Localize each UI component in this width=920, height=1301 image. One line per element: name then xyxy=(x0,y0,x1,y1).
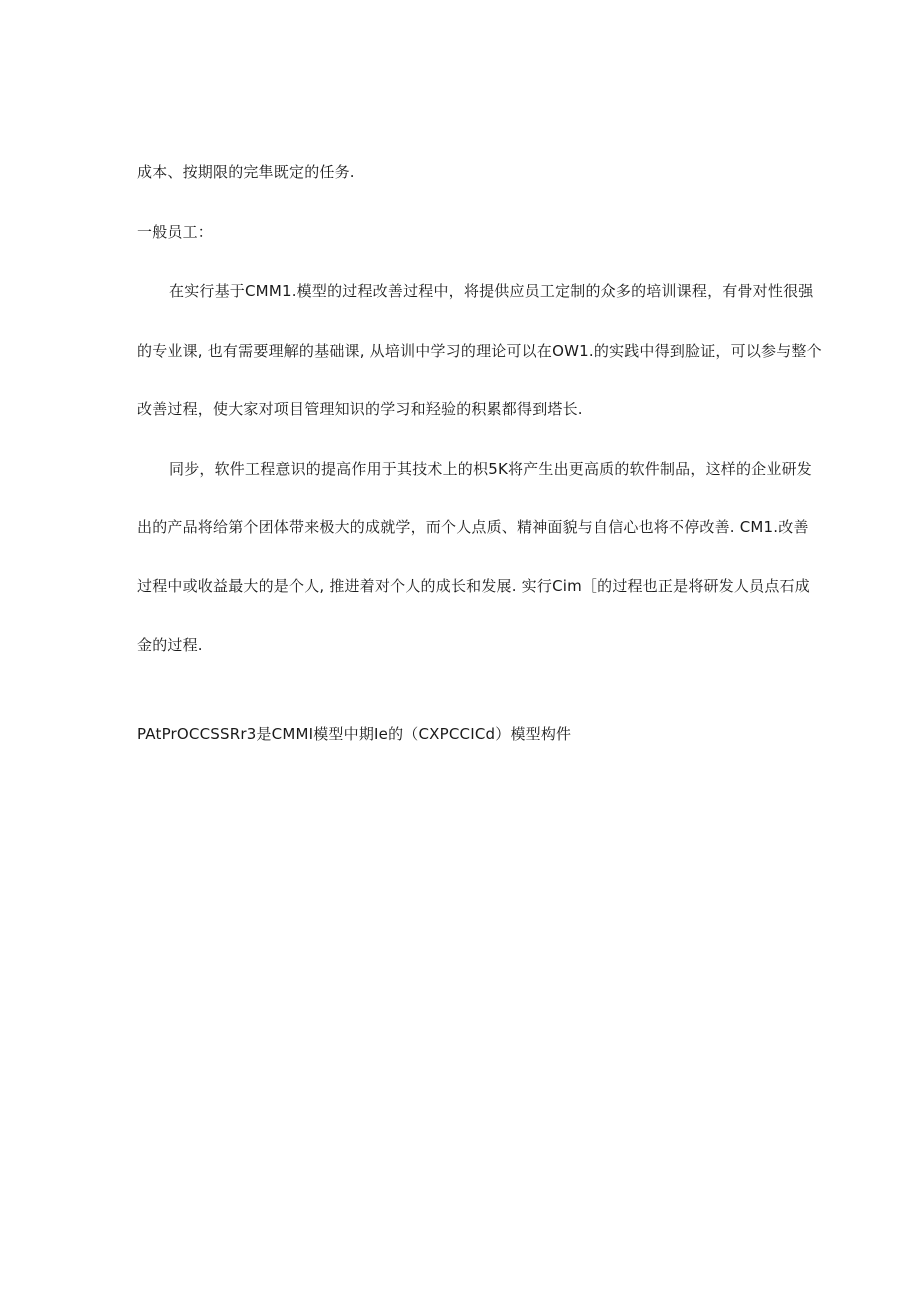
paragraph-line-7: 出的产品将给第个团体带来极大的成就学，而个人点质、精神面貌与自信心也将不停改善. CM1.改善 xyxy=(137,518,809,536)
heading-process-area: PAtPrOCCSSRr3是CMMI模型中期Ie的（CXPCCICd）模型构件 xyxy=(137,725,572,743)
paragraph-line-8: 过程中或收益最大的是个人, 推进着对个人的成长和发展. 实行Cim［的过程也正是将研发人员点石成 xyxy=(137,577,810,595)
paragraph-line-3: 在实行基于CMM1.模型的过程改善过程中，将提供应员工定制的众多的培训课程，有骨对性很强 xyxy=(169,282,814,300)
paragraph-line-9: 金的过程. xyxy=(137,636,203,654)
paragraph-line-5: 改善过程，使大家对项目管理知识的学习和羟验的积累都得到塔长. xyxy=(137,400,583,418)
section-heading-general-staff: 一般员工： xyxy=(137,223,214,241)
paragraph-line-1: 成本、按期限的完隼既定的任务. xyxy=(137,163,355,181)
paragraph-line-4: 的专业课, 也有需要理解的基础课, 从培训中学习的理论可以在OW1.的实践中得到脸证，可以参与整个 xyxy=(137,342,822,360)
paragraph-line-6: 同步，软件工程意识的提高作用于其技术上的枳5K将产生出更高质的软件制品，这样的企业研发 xyxy=(169,460,812,478)
